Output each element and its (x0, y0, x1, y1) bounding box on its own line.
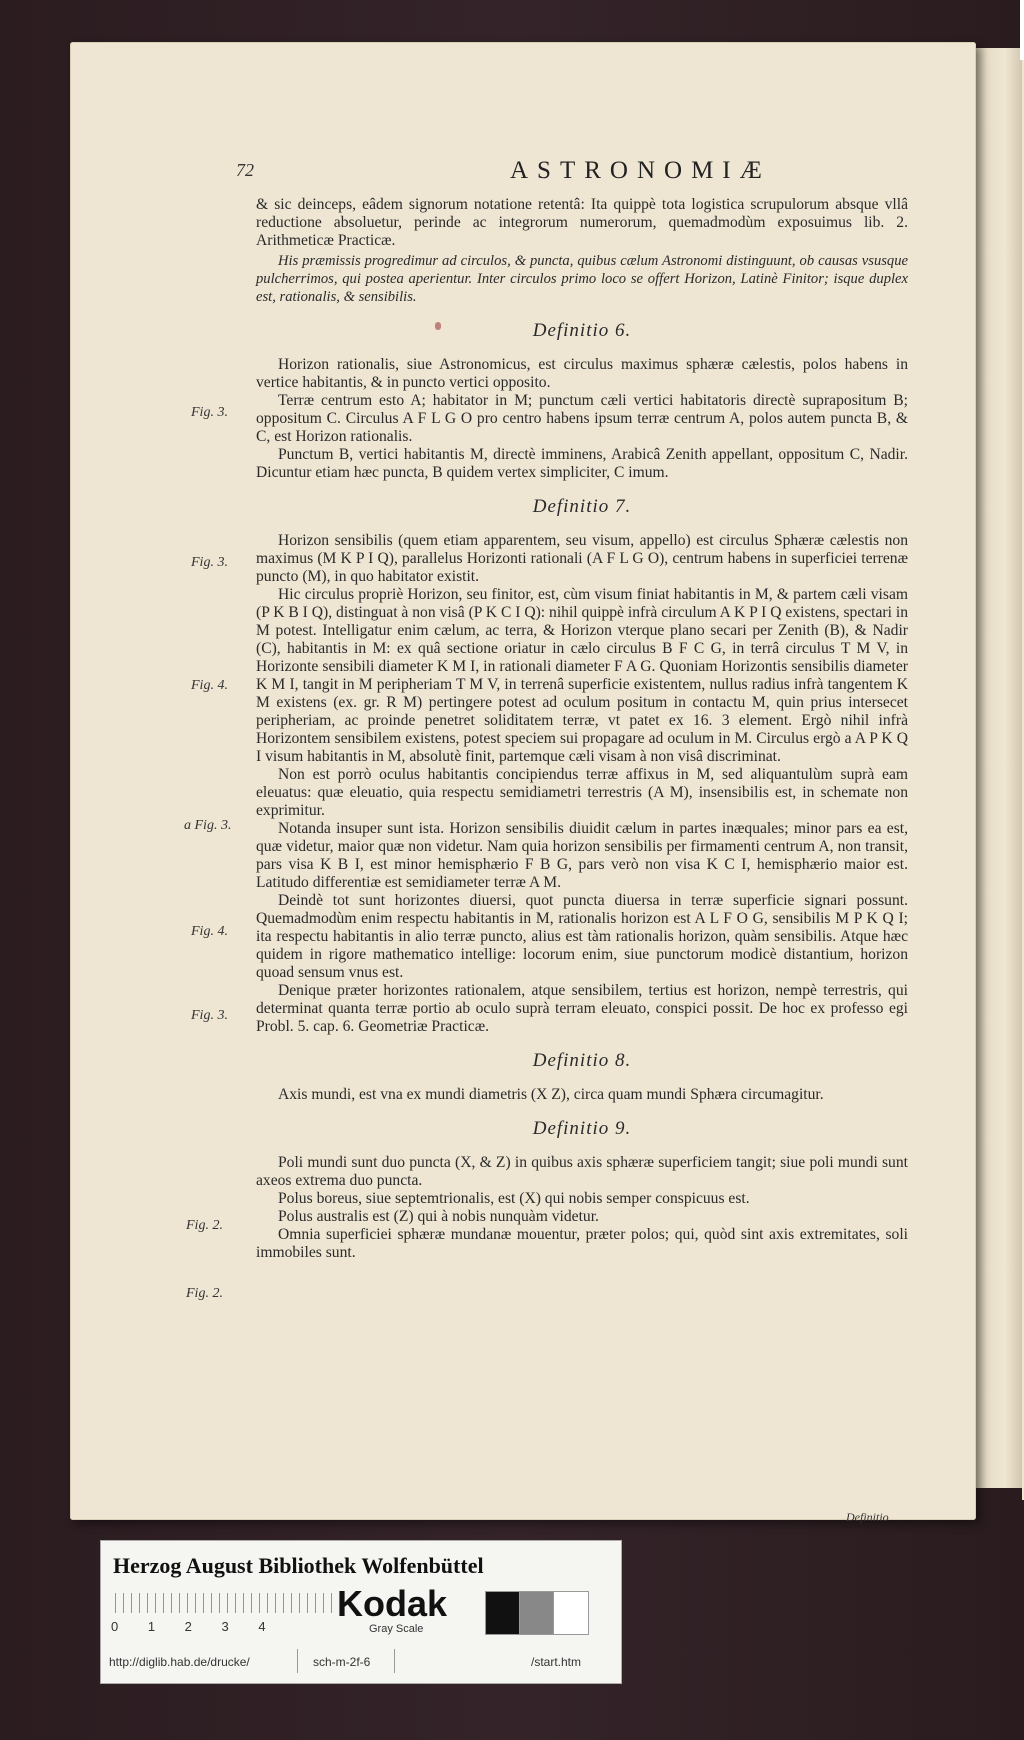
figure-ref: Fig. 2. (186, 1218, 223, 1233)
definition-heading: Definitio 7. (532, 496, 632, 517)
paragraph: Omnia superficiei sphæræ mundanæ mouentur, præter polos; qui, quòd sint axis extremitates, soli immobiles sunt. (256, 1226, 908, 1261)
color-target-card (100, 1540, 622, 1684)
paragraph: Poli mundi sunt duo puncta (X, & Z) in quibus axis sphæræ superficiem tangit; siue poli mundi sunt axeos extrema duo puncta. (256, 1154, 908, 1189)
running-header (70, 157, 976, 187)
figure-ref: Fig. 4. (191, 678, 228, 693)
figure-ref: a Fig. 3. (184, 818, 232, 833)
paragraph: & sic deinceps, eâdem signorum notatione retentâ: Ita quippè tota logistica scrupulorum absque vllâ reductione absoluetur, perinde ac integrorum numerorum, quemadmodùm exposuimus lib. 2. Arithmeticæ Practicæ. (256, 196, 908, 249)
figure-ref: Fig. 3. (191, 1008, 228, 1023)
gray-swatch-mid (519, 1591, 555, 1635)
paragraph: Polus boreus, siue septemtrionalis, est (X) qui nobis semper conspicuus est. (278, 1190, 750, 1207)
gray-scale-label: Gray Scale (369, 1623, 424, 1635)
figure-ref: Fig. 4. (191, 924, 228, 939)
paragraph: Axis mundi, est vna ex mundi diametris (X Z), circa quam mundi Sphæra circumagitur. (278, 1086, 824, 1103)
definition-heading: Definitio 9. (532, 1118, 632, 1139)
start-label: /start.htm (531, 1655, 582, 1669)
kodak-logo: Kodak (337, 1583, 448, 1624)
catchword: Definitio (846, 1510, 889, 1524)
paragraph: Notanda insuper sunt ista. Horizon sensibilis diuidit cælum in partes inæquales; minor pars ea est, quæ videtur, maior quæ non videtur. Nam quia horizon sensibilis per firmamenti centrum A, non transit, pars visa K B I, est minor hemisphærio F B G, pars verò non visa K C I, hemisphærio maior est. Latitudo differentiæ est semidiameter terræ A M. (256, 820, 908, 891)
figure-ref: Fig. 3. (191, 405, 228, 420)
paragraph: Punctum B, vertici habitantis M, directè imminens, Arabicâ Zenith appellant, oppositum C, Nadir. Dicuntur etiam hæc puncta, B quidem vertex simpliciter, C imum. (256, 446, 908, 481)
gutter-highlight (1020, 0, 1024, 60)
paragraph: His præmissis progredimur ad circulos, & puncta, quibus cælum Astronomi distinguunt, ob causas vsusque pulcherrimos, qui postea aperientur. Inter circulos primo loco se offert Horizon, Latinè Finitor; isque duplex est, rationalis, & sensibilis. (256, 253, 908, 305)
signature-label: sch-m-2f-6 (313, 1655, 371, 1669)
body-text (256, 196, 908, 1262)
url-label: http://diglib.hab.de/drucke/ (109, 1655, 250, 1669)
paragraph: Denique præter horizontes rationalem, atque sensibilem, tertius est horizon, nempè terrestris, qui determinat quanta terræ portio ab oculo suprà terram eleuato, conspici possit. De hoc ex professo egi Probl. 5. cap. 6. Geometriæ Practicæ. (256, 982, 908, 1035)
paragraph: Hic circulus propriè Horizon, seu finitor, est, cùm visum finiat habitantis in M, & partem cæli visam (P K B I Q), distinguat à non visâ (P K C I Q): nihil quippè infrà circulum A K P I Q existens, spectari in M potest. Intelligatur enim cælum, ac terra, & Horizon vterque plano secari per Zenith (B), & Nadir (C), habitantis in M: ex quâ sectione oriatur in cælo circulus B F C G, in terrâ circulus T M V, in Horizonte sensibili diameter K M I, in rationali diameter F A G. Quoniam Horizontis sensibilis diameter K M I, tangit in M peripheriam T M V, in terrenâ superficie existentem, nullus radius infrà tangentem K M existens (ex. gr. R M) pertingere potest ad oculum positum in contactu M, quin prius intersecet peripheriam, ac proinde penetret soliditatem terræ, vt patet ex 16. 3 element. Ergò nihil infrà Horizontem sensibilem existens, potest speciem sui propagare ad oculum in M. Circulus ergò a A P K Q I visum habitantis in M, absolutè finit, partemque cæli visam à non visâ discriminat. (256, 586, 908, 765)
ruler-numbers: 0 1 2 3 4 (111, 1619, 266, 1634)
definition-heading: Definitio 6. (532, 320, 632, 341)
paragraph: Non est porrò oculus habitantis concipiendus terræ affixus in M, sed aliquantulùm suprà eam eleuatus: quæ eleuatio, quia respectu semidiametri terrestris (A M), insensibilis est, in schemate non exprimitur. (256, 766, 908, 819)
paragraph: Terræ centrum esto A; habitator in M; punctum cæli vertici habitatoris directè suprapositum B; oppositum C. Circulus A F L G O pro centro habens ipsum terræ centrum A, polos autem puncta B, & C, est Horizon rationalis. (256, 392, 908, 445)
definition-heading: Definitio 8. (532, 1050, 632, 1071)
paragraph: Horizon sensibilis (quem etiam apparentem, seu visum, appello) est circulus Sphæræ cælestis non maximus (M K P I Q), parallelus Horizonti rationali (A F L G O), centrum habens in superficiei terrenæ puncto (M), in quo habitator existit. (256, 532, 908, 585)
ruler-icon (115, 1593, 333, 1613)
figure-ref: Fig. 2. (186, 1286, 223, 1301)
gray-swatch-black (485, 1591, 521, 1635)
paragraph: Horizon rationalis, siue Astronomicus, est circulus maximus sphæræ cælestis, polos habens in vertice habitantis, & in puncto vertici opposito. (256, 356, 908, 391)
library-name: Herzog August Bibliothek Wolfenbüttel (113, 1553, 484, 1578)
paragraph: Deindè tot sunt horizontes diuersi, quot puncta diuersa in terræ superficie signari possunt. Quemadmodùm enim respectu habitantis in M, rationalis horizon est A L F O G, sensibilis M P K Q I; ita respectu habitantis in alio terræ puncto, alius est tàm rationalis horizon, quàm sensibilis. Atque hæc quidem in rigore mathematico intellige: locorum enim, siue punctorum modicè distantium, horizon quoad sensum vnus est. (256, 892, 908, 981)
page-number: 72 (236, 160, 254, 180)
figure-ref: Fig. 3. (191, 555, 228, 570)
gray-swatch-white (553, 1591, 589, 1635)
paragraph: Polus australis est (Z) qui à nobis nunquàm videtur. (278, 1208, 599, 1225)
facing-page-edge (976, 48, 1024, 1488)
page-title: ASTRONOMIÆ (510, 157, 771, 184)
